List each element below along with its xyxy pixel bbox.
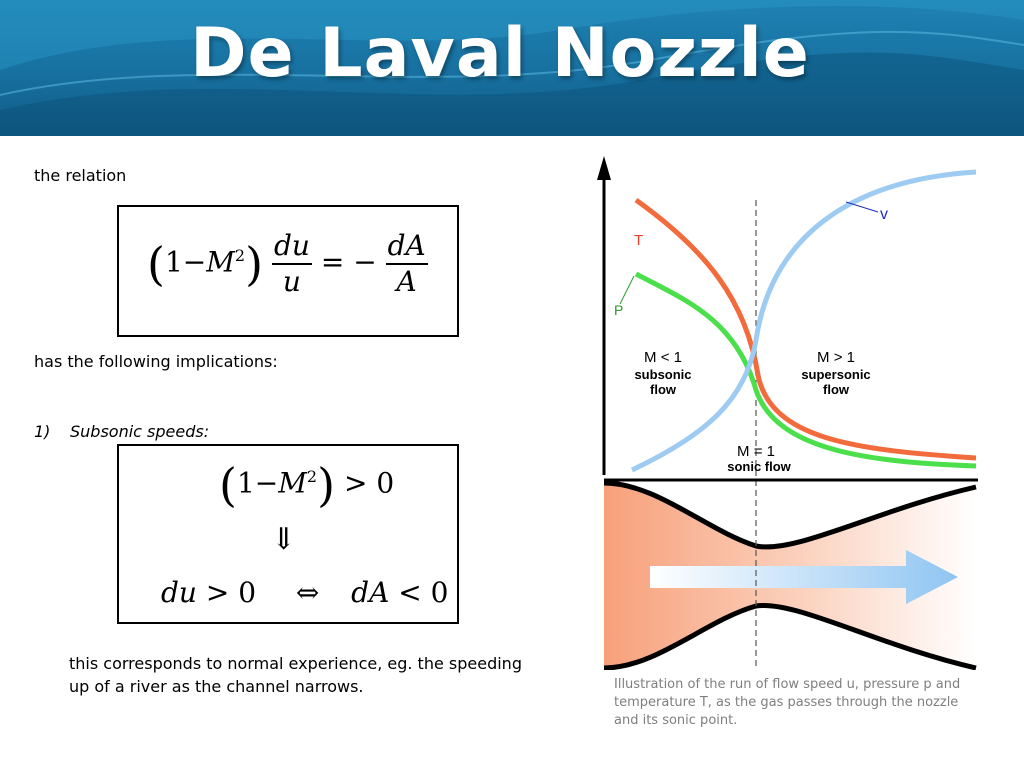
supersonic-flow-label: flow: [823, 382, 849, 397]
sonic-mach-label: M = 1: [737, 443, 775, 460]
subsonic-label: subsonic: [634, 367, 692, 382]
t-label: T: [634, 232, 644, 249]
implies-arrow: ⇓: [271, 522, 297, 557]
diagram-caption: Illustration of the run of flow speed u, pressure p and temperature T, as the gas passes through the nozzle and its sonic point.: [614, 677, 961, 728]
supersonic-mach-label: M > 1: [817, 349, 855, 366]
equivalence-symbol: ⇔: [295, 576, 320, 609]
p-label: P: [614, 302, 624, 318]
eq-exponent: 2: [234, 246, 246, 266]
slide-title: De Laval Nozzle: [190, 14, 810, 93]
supersonic-label: supersonic: [801, 367, 871, 382]
v-leader-line: [846, 202, 878, 212]
experience-line-1: this corresponds to normal experience, eg. the speeding: [69, 654, 522, 673]
subsonic-mach-label: M < 1: [644, 349, 682, 366]
experience-line-2: up of a river as the channel narrows.: [69, 677, 364, 696]
eq-minus: −: [182, 245, 207, 279]
subsonic-inequality: $(1-M^2) > 0$: [219, 458, 395, 512]
subsonic-consequence: du > 0 ⇔ dA < 0: [161, 576, 449, 609]
main-equation: $(1-M^2)$ $\frac{du}{u}$ = − $\frac{dA}{A}$: [147, 229, 426, 298]
implications-label: has the following implications:: [34, 352, 278, 371]
title-banner: [0, 0, 1024, 136]
du-over-u-fraction: $\frac{du}{u}$: [273, 229, 310, 298]
eq-one: 1: [164, 245, 183, 279]
list-number: 1): [34, 422, 51, 441]
velocity-curve: [632, 172, 976, 470]
main-equation-box: [117, 205, 459, 337]
subsonic-flow-label: flow: [650, 382, 676, 397]
relation-label: the relation: [34, 166, 127, 185]
y-axis-arrowhead: [597, 156, 611, 180]
eq-equals-minus: = −: [320, 245, 377, 279]
subsonic-heading: Subsonic speeds:: [70, 422, 210, 441]
eq-mach: M: [206, 245, 235, 279]
p-leader-line: [620, 276, 634, 304]
subsonic-equation-box: [117, 444, 459, 624]
v-label: v: [880, 206, 888, 223]
sonic-flow-label: sonic flow: [727, 459, 791, 474]
dA-over-A-fraction: $\frac{dA}{A}$: [387, 229, 426, 298]
nozzle-flow-diagram: [596, 150, 980, 670]
